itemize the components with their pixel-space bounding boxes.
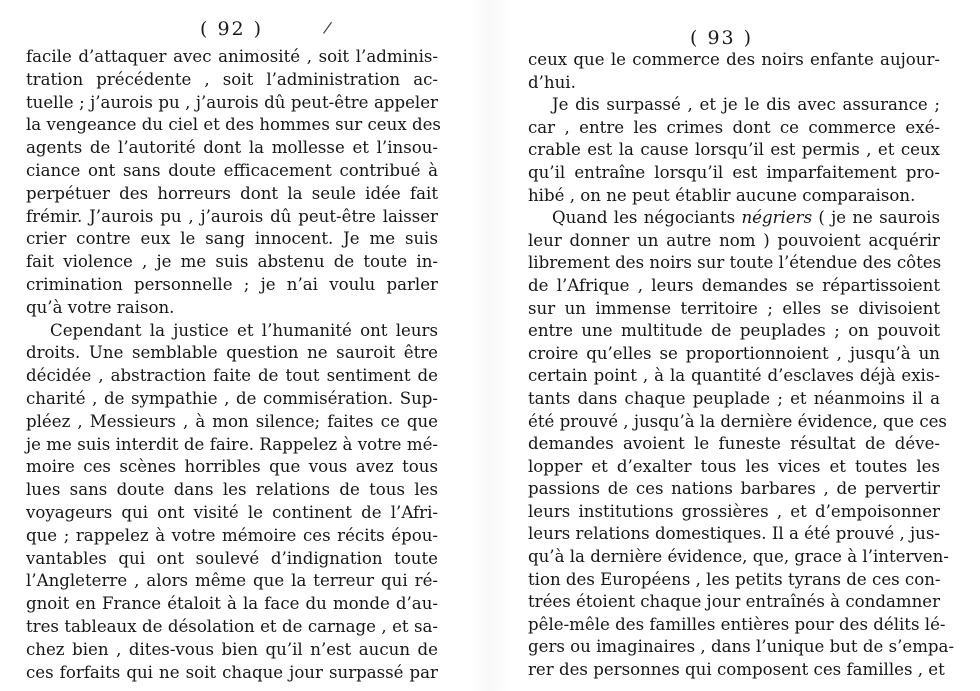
text-line: qu’à votre raison. [26,297,175,317]
text-segment: ( je ne saurois [812,208,940,228]
text-line: perpétuer des horreurs dont la seule idée fait [26,183,438,203]
text-segment: Quand les négociants [552,208,742,228]
text-line: passions de ces nations barbares , de pervertir [528,479,940,499]
text-line: crimination personnelle ; je n’ai voulu parler [26,274,438,294]
text-line: Cependant la justice et l’humanité ont leurs [50,320,438,340]
text-line: librement des noirs sur toute l’étendue des côtes [528,253,942,273]
text-line: qu’il entraîne lorsqu’il est imparfaitement pro- [528,162,940,182]
text-line: demandes avoient le funeste résultat de déve- [528,434,940,454]
text-line: sur un immense territoire ; elles se divisoient [528,298,940,318]
text-line: crier contre eux le sang innocent. Je me suis [26,229,438,249]
text-line: ceux que le commerce des noirs enfante aujour- [528,50,940,69]
text-line: tres tableaux de désolation et de carnage , et sa- [26,616,438,636]
text-line: trées étoient chaque jour entraînés à condamner [528,592,941,612]
text-line: charité , de sympathie , de commisération. Sup- [26,388,438,408]
text-line: chez bien , dites-vous bien qu’il n’est aucun de [26,639,438,659]
text-line: agents de l’autorité dont la mollesse et l’insou- [26,138,438,158]
text-line: car , entre les crimes dont ce commerce exé- [528,117,940,137]
text-line: croire qu’elles se proportionnoient , jusqu’à un [528,343,940,363]
text-line: Je dis surpassé , et je le dis avec assurance ; [552,95,940,115]
text-line: que ; rappelez à votre mémoire ces récits épou- [26,525,438,545]
right-page-text [528,49,955,682]
text-line: gers ou imaginaires , dans l’unique but de s’empa- [528,637,955,657]
text-line: droits. Une semblable question ne sauroit être [26,343,438,363]
italic-term: négriers [741,208,813,228]
text-line: ciance ont sans doute efficacement contribué à [26,160,438,180]
text-line: moire ces scènes horribles que vous avez tous [26,457,438,477]
text-line: lues sans doute dans les relations de tous les [26,480,438,500]
text-line: tion des Européens , les petits tyrans de ces con- [528,569,941,589]
text-line: lopper et d’exalter tous les vices et toutes les [528,456,940,476]
text-line: tuelle ; j’aurois pu , j’aurois dû peut-être appeler [26,92,438,112]
text-line: vantables qui ont soulevé d’indignation toute [26,548,438,568]
text-line: tration précédente , soit l’administration ac- [26,69,438,89]
text-line: ces forfaits qui ne soit chaque jour surpassé par [26,662,438,682]
page-number-right: ( 93 ) [690,27,754,49]
left-page-text [26,46,441,684]
text-line: pêle-mêle des familles entières pour des délits lé- [528,614,946,634]
text-line: qu’à la dernière évidence, que, grace à l’interven- [528,547,949,567]
text-line: hibé , on ne peut établir aucune comparaison. [528,185,916,205]
text-line: frémir. J’aurois pu , j’aurois dû peut-être laisser [26,206,438,226]
right-page [490,0,980,691]
text-line: leur donner un autre nom ) pouvoient acquérir [528,230,940,250]
text-line: gnoit en France étaloit à la face du monde d’au- [26,594,438,614]
margin-pencil-mark: / [322,17,334,38]
text-line: rer des personnes qui composent ces familles , et [528,660,945,680]
text-line: voyageurs qui ont visité le continent de l’Afri- [26,502,438,522]
text-line: de l’Afrique , leurs demandes se répartissoient [528,275,940,295]
text-line: je me suis interdit de faire. Rappelez à votre mé- [26,434,438,454]
text-line: leurs institutions grossières , et d’empoisonner [528,501,940,521]
text-line: décidée , abstraction faite de tout sentiment de [26,366,438,386]
text-line: été prouvé , jusqu’à la dernière évidence, que ces [528,411,947,431]
text-line: la vengeance du ciel et des hommes sur ceux des [26,115,441,135]
text-line: tants dans chaque peuplade ; et néanmoins il a [528,388,940,408]
text-line: facile d’attaquer avec animosité , soit l’adminis- [26,47,438,66]
text-line: l’Angleterre , alors même que la terreur qui ré- [26,571,438,591]
text-line: entre une multitude de peuplades ; on pouvoit [528,321,940,341]
text-line: fait violence , je me suis abstenu de toute in- [26,252,438,272]
page-number-left: ( 92 ) [200,18,264,40]
text-line: crable est la cause lorsqu’il est permis , et ceux [528,140,940,160]
text-line: pléez , Messieurs , à mon silence; faites ce que [26,411,438,431]
text-line: d’hui. [528,72,576,92]
text-line [528,207,940,230]
text-line: certain point , à la quantité d’esclaves déjà exis- [528,366,940,386]
text-line: leurs relations domestiques. Il a été prouvé , jus- [528,524,940,544]
